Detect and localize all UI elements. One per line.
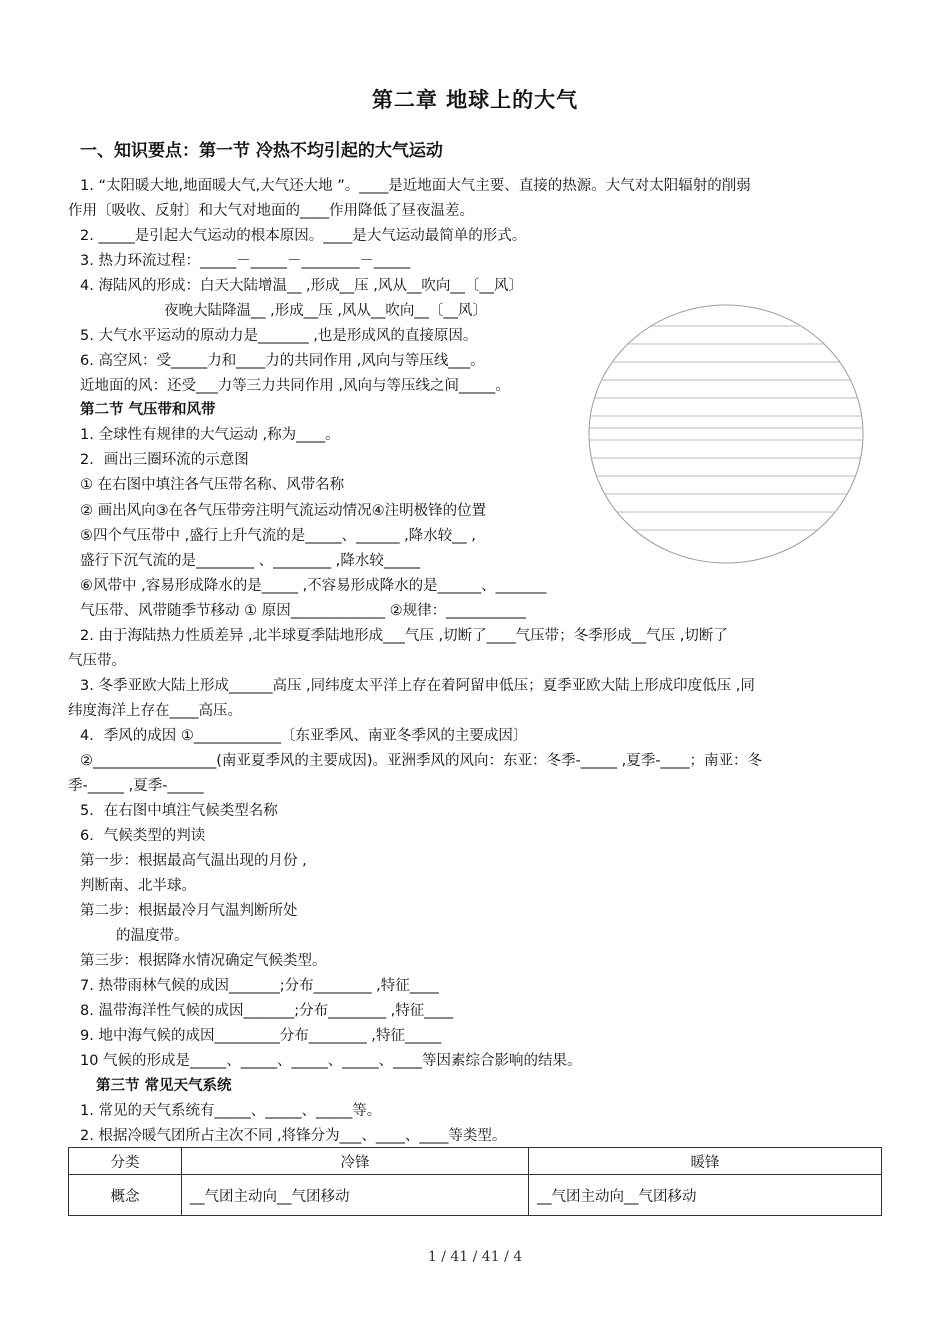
text-line: 作用〔吸收、反射〕和大气对地面的____作用降低了昼夜温差。 [68, 203, 474, 219]
front-comparison-table [68, 1147, 882, 1216]
text-line: 气压带、风带随季节移动 ① 原因_____________ ②规律：___________ [80, 603, 526, 619]
text-line: 的温度带。 [116, 928, 189, 944]
text-line: 近地面的风：还受___力等三力共同作用 ,风向与等压线之间_____。 [80, 378, 510, 394]
text-line: 判断南、北半球。 [80, 878, 196, 894]
text-line: 2. _____是引起大气运动的根本原因。____是大气运动最简单的形式。 [80, 228, 527, 244]
text-line: 3. 冬季亚欧大陆上形成______高压 ,同纬度太平洋上存在着阿留申低压；夏季亚欧大陆上形成印度低压 ,同 [80, 678, 755, 694]
text-line: 盛行下沉气流的是________ 、________ ,降水较_____ [80, 553, 421, 569]
table-header-category: 分类 [69, 1148, 182, 1175]
text-line: 第一步：根据最高气温出现的月份 , [80, 853, 307, 869]
text-line: 第三步：根据降水情况确定气候类型。 [80, 953, 327, 969]
text-line: 6. 高空风：受_____力和____力的共同作用 ,风向与等压线___。 [80, 353, 485, 369]
text-line: 2．画出三圈环流的示意图 [80, 452, 249, 468]
text-line: 5．在右图中填注气候类型名称 [80, 803, 278, 819]
text-line: 第二节 气压带和风带 [80, 402, 216, 418]
text-line: 1. 常见的天气系统有_____、_____、_____等。 [80, 1103, 382, 1119]
text-line: 8. 温带海洋性气候的成因_______;分布________ ,特征____ [80, 1003, 454, 1019]
text-line: ⑥风带中 ,容易形成降水的是_____ ,不容易形成降水的是______、_______ [80, 578, 547, 594]
text-line: 3. 热力环流过程：_____－_____－________－_____ [80, 253, 411, 269]
text-line: 2. 由于海陆热力性质差异 ,北半球夏季陆地形成___气压 ,切断了____气压带；冬季形成__气压 ,切断了 [80, 628, 728, 644]
text-line: 5. 大气水平运动的原动力是_______ ,也是形成风的直接原因。 [80, 328, 478, 344]
text-line: ② 画出风向③在各气压带旁注明气流运动情况④注明极锋的位置 [80, 503, 487, 519]
table-header-warm-front: 暖锋 [529, 1148, 882, 1175]
page-title: 第二章 地球上的大气 [371, 88, 579, 112]
globe-diagram [588, 304, 864, 564]
text-line: ① 在右图中填注各气压带名称、风带名称 [80, 477, 345, 493]
table-cell-warm-front: __气团主动向__气团移动 [529, 1175, 882, 1216]
text-line: 1. 全球性有规律的大气运动 ,称为____。 [80, 427, 340, 443]
table-cell-cold-front: __气团主动向__气团移动 [182, 1175, 529, 1216]
text-line: 7. 热带雨林气候的成因_______;分布________ ,特征____ [80, 978, 439, 994]
section-heading: 一、知识要点：第一节 冷热不均引起的大气运动 [80, 141, 443, 161]
text-line: 4. 海陆风的形成：白天大陆增温__ ,形成__压 ,风从__吹向__〔__风〕 [80, 278, 523, 294]
text-line: 纬度海洋上存在____高压。 [68, 703, 242, 719]
text-line: 第三节 常见天气系统 [96, 1078, 232, 1094]
text-line: 夜晚大陆降温__ ,形成__压 ,风从__吹向__〔__风〕 [164, 303, 487, 319]
text-line: 1. “太阳暖大地,地面暖大气,大气还大地 ”。____是近地面大气主要、直接的热源。大气对太阳辐射的削弱 [80, 178, 751, 194]
table-cell-concept: 概念 [69, 1175, 182, 1216]
text-line: 2. 根据冷暖气团所占主次不同 ,将锋分为___、____、____等类型。 [80, 1128, 507, 1144]
text-line: 4．季风的成因 ①____________〔东亚季风、南亚冬季风的主要成因〕 [80, 728, 528, 744]
text-line: ②_________________(南亚夏季风的主要成因)。亚洲季风的风向：东亚：冬季-_____ ,夏季-____；南亚：冬 [80, 753, 762, 769]
text-line: 第二步：根据最冷月气温判断所处 [80, 903, 298, 919]
page-footer: 1 / 41 / 41 / 4 [427, 1249, 523, 1265]
text-line: ⑤四个气压带中 ,盛行上升气流的是_____、______ ,降水较__ , [80, 528, 476, 544]
table-header-cold-front: 冷锋 [182, 1148, 529, 1175]
text-line: 10 气候的形成是_____、_____、_____、_____、____等因素综合影响的结果。 [80, 1053, 582, 1069]
text-line: 6．气候类型的判读 [80, 828, 206, 844]
table-row [69, 1175, 882, 1216]
text-line: 气压带。 [68, 653, 126, 669]
text-line: 季-_____ ,夏季-_____ [68, 778, 204, 794]
text-line: 9. 地中海气候的成因_________分布________ ,特征_____ [80, 1028, 442, 1044]
